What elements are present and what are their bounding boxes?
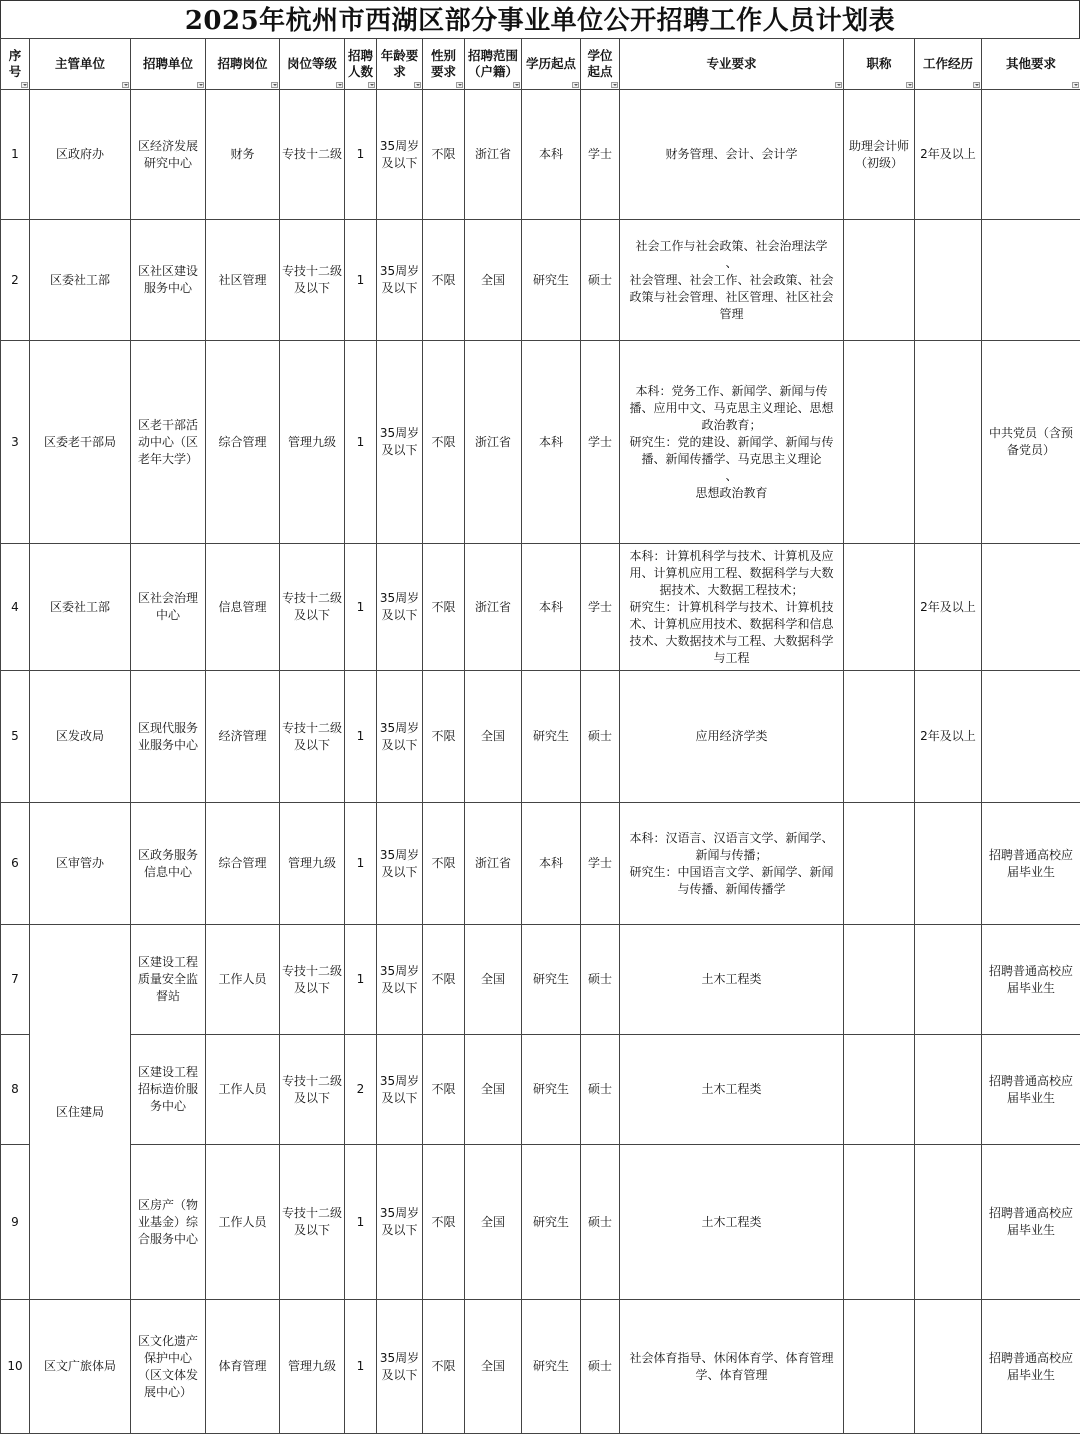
cell-level[interactable]: 管理九级 <box>280 341 345 544</box>
col-header-edu[interactable]: 学历起点 <box>522 39 581 90</box>
major-line: 思想政治教育 <box>695 485 768 500</box>
cell-exp[interactable] <box>915 1145 982 1300</box>
cell-unit[interactable]: 区老干部活动中心（区老年大学） <box>131 341 206 544</box>
cell-num[interactable]: 1 <box>345 341 377 544</box>
cell-gender[interactable]: 不限 <box>423 803 465 925</box>
cell-degree[interactable]: 学士 <box>581 544 620 671</box>
cell-other[interactable]: 招聘普通高校应届毕业生 <box>982 1145 1080 1300</box>
cell-edu[interactable]: 研究生 <box>522 220 581 341</box>
cell-gender[interactable]: 不限 <box>423 90 465 220</box>
cell-degree[interactable]: 学士 <box>581 341 620 544</box>
cell-exp[interactable] <box>915 1035 982 1145</box>
cell-num[interactable]: 2 <box>345 1035 377 1145</box>
cell-unit[interactable]: 区现代服务业服务中心 <box>131 671 206 803</box>
cell-title-req[interactable] <box>844 803 915 925</box>
filter-dropdown-icon[interactable] <box>271 82 278 88</box>
filter-dropdown-icon[interactable] <box>835 82 842 88</box>
cell-degree[interactable]: 硕士 <box>581 1035 620 1145</box>
cell-scope[interactable]: 全国 <box>465 1035 522 1145</box>
cell-num[interactable]: 1 <box>345 1300 377 1434</box>
cell-major[interactable] <box>620 90 844 220</box>
major-line: 社会体育指导、休闲体育学、体育管理学、体育管理 <box>629 1350 834 1382</box>
table-row <box>1 671 1080 803</box>
table-body <box>1 90 1080 1434</box>
cell-scope[interactable]: 全国 <box>465 220 522 341</box>
cell-age[interactable]: 35周岁及以下 <box>377 220 423 341</box>
cell-exp[interactable] <box>915 925 982 1035</box>
cell-num[interactable]: 1 <box>345 671 377 803</box>
cell-seq[interactable]: 2 <box>1 220 30 341</box>
cell-gender[interactable]: 不限 <box>423 925 465 1035</box>
cell-degree[interactable]: 硕士 <box>581 671 620 803</box>
cell-gender[interactable]: 不限 <box>423 341 465 544</box>
cell-gender[interactable]: 不限 <box>423 220 465 341</box>
cell-post[interactable]: 社区管理 <box>206 220 280 341</box>
cell-edu[interactable]: 研究生 <box>522 1035 581 1145</box>
cell-seq[interactable]: 6 <box>1 803 30 925</box>
cell-level[interactable]: 专技十二级 <box>280 90 345 220</box>
cell-level[interactable]: 专技十二级及以下 <box>280 671 345 803</box>
cell-exp[interactable]: 2年及以上 <box>915 671 982 803</box>
cell-dept[interactable]: 区发改局 <box>30 671 131 803</box>
cell-seq[interactable]: 8 <box>1 1035 30 1145</box>
cell-level[interactable]: 专技十二级及以下 <box>280 544 345 671</box>
cell-dept[interactable]: 区委社工部 <box>30 220 131 341</box>
cell-other[interactable]: 招聘普通高校应届毕业生 <box>982 803 1080 925</box>
cell-age[interactable]: 35周岁及以下 <box>377 1145 423 1300</box>
cell-gender[interactable]: 不限 <box>423 671 465 803</box>
cell-degree[interactable]: 硕士 <box>581 220 620 341</box>
cell-level[interactable]: 专技十二级及以下 <box>280 220 345 341</box>
major-line: 财务管理、会计、会计学 <box>665 147 798 161</box>
cell-exp[interactable] <box>915 1300 982 1434</box>
cell-num[interactable]: 1 <box>345 544 377 671</box>
cell-edu[interactable]: 研究生 <box>522 1300 581 1434</box>
cell-edu[interactable]: 本科 <box>522 341 581 544</box>
cell-post[interactable]: 综合管理 <box>206 803 280 925</box>
cell-seq[interactable]: 1 <box>1 90 30 220</box>
cell-level[interactable]: 专技十二级及以下 <box>280 925 345 1035</box>
filter-dropdown-icon[interactable] <box>973 82 980 88</box>
major-line: 本科：党务工作、新闻学、新闻与传播、应用中文、马克思主义理论、思想政治教育； <box>629 383 834 432</box>
col-header-degree[interactable]: 学位起点 <box>581 39 620 90</box>
major-line: 、 <box>725 468 738 483</box>
cell-major[interactable] <box>620 544 844 671</box>
major-line: 土木工程类 <box>701 1082 762 1096</box>
cell-level[interactable]: 专技十二级及以下 <box>280 1035 345 1145</box>
table-row <box>1 1145 1080 1300</box>
cell-age[interactable]: 35周岁及以下 <box>377 544 423 671</box>
col-header-dept[interactable]: 主管单位 <box>30 39 131 90</box>
cell-post[interactable]: 经济管理 <box>206 671 280 803</box>
cell-dept[interactable]: 区住建局 <box>30 925 131 1300</box>
cell-scope[interactable]: 全国 <box>465 1300 522 1434</box>
cell-seq[interactable]: 4 <box>1 544 30 671</box>
cell-num[interactable]: 1 <box>345 1145 377 1300</box>
filter-dropdown-icon[interactable] <box>197 82 204 88</box>
header-row <box>1 39 1080 90</box>
cell-unit[interactable]: 区建设工程质量安全监督站 <box>131 925 206 1035</box>
cell-scope[interactable]: 浙江省 <box>465 544 522 671</box>
cell-title-req[interactable] <box>844 544 915 671</box>
cell-scope[interactable]: 浙江省 <box>465 803 522 925</box>
filter-dropdown-icon[interactable] <box>906 82 913 88</box>
cell-title-req[interactable] <box>844 925 915 1035</box>
table-row <box>1 544 1080 671</box>
cell-edu[interactable]: 研究生 <box>522 925 581 1035</box>
cell-title-req[interactable] <box>844 220 915 341</box>
cell-age[interactable]: 35周岁及以下 <box>377 925 423 1035</box>
col-header-other[interactable]: 其他要求 <box>982 39 1080 90</box>
col-header-num[interactable]: 招聘人数 <box>345 39 377 90</box>
table-row <box>1 803 1080 925</box>
cell-major[interactable] <box>620 671 844 803</box>
filter-dropdown-icon[interactable] <box>414 82 421 88</box>
filter-dropdown-icon[interactable] <box>611 82 618 88</box>
cell-unit[interactable]: 区社会治理中心 <box>131 544 206 671</box>
major-line: 研究生：中国语言文学、新闻学、新闻与传播、新闻传播学 <box>629 864 834 896</box>
cell-unit[interactable]: 区房产（物业基金）综合服务中心 <box>131 1145 206 1300</box>
filter-dropdown-icon[interactable] <box>572 82 579 88</box>
recruitment-table <box>0 38 1080 1434</box>
cell-major[interactable] <box>620 1300 844 1434</box>
col-header-scope[interactable]: 招聘范围（户籍） <box>465 39 522 90</box>
col-header-gender[interactable]: 性别要求 <box>423 39 465 90</box>
cell-num[interactable]: 1 <box>345 803 377 925</box>
cell-post[interactable]: 信息管理 <box>206 544 280 671</box>
cell-other[interactable] <box>982 220 1080 341</box>
cell-title-req[interactable] <box>844 341 915 544</box>
cell-degree[interactable]: 硕士 <box>581 925 620 1035</box>
col-header-seq[interactable]: 序号 <box>1 39 30 90</box>
cell-gender[interactable]: 不限 <box>423 544 465 671</box>
cell-post[interactable]: 体育管理 <box>206 1300 280 1434</box>
cell-seq[interactable]: 9 <box>1 1145 30 1300</box>
table-row <box>1 1035 1080 1145</box>
cell-seq[interactable]: 7 <box>1 925 30 1035</box>
col-header-unit[interactable]: 招聘单位 <box>131 39 206 90</box>
cell-unit[interactable]: 区建设工程招标造价服务中心 <box>131 1035 206 1145</box>
col-header-post[interactable]: 招聘岗位 <box>206 39 280 90</box>
cell-dept[interactable]: 区文广旅体局 <box>30 1300 131 1434</box>
cell-level[interactable]: 专技十二级及以下 <box>280 1145 345 1300</box>
cell-num[interactable]: 1 <box>345 220 377 341</box>
major-line: 土木工程类 <box>701 1214 762 1229</box>
cell-age[interactable]: 35周岁及以下 <box>377 1300 423 1434</box>
table-row <box>1 925 1080 1035</box>
major-line: 应用经济学类 <box>695 729 768 743</box>
cell-title-req[interactable] <box>844 1145 915 1300</box>
cell-age[interactable]: 35周岁及以下 <box>377 341 423 544</box>
cell-post[interactable]: 综合管理 <box>206 341 280 544</box>
filter-dropdown-icon[interactable] <box>456 82 463 88</box>
major-line: 社会工作与社会政策、社会治理法学 <box>635 238 828 253</box>
cell-seq[interactable]: 10 <box>1 1300 30 1434</box>
filter-dropdown-icon[interactable] <box>122 82 129 88</box>
cell-other[interactable]: 招聘普通高校应届毕业生 <box>982 1300 1080 1434</box>
cell-exp[interactable] <box>915 341 982 544</box>
cell-edu[interactable]: 本科 <box>522 90 581 220</box>
cell-scope[interactable]: 浙江省 <box>465 341 522 544</box>
table-row <box>1 1300 1080 1434</box>
cell-unit[interactable]: 区政务服务信息中心 <box>131 803 206 925</box>
major-line: 本科：计算机科学与技术、计算机及应用、计算机应用工程、数据科学与大数据技术、大数据工程技术； <box>629 548 834 597</box>
cell-other[interactable] <box>982 544 1080 671</box>
col-header-exp[interactable]: 工作经历 <box>915 39 982 90</box>
cell-other[interactable]: 招聘普通高校应届毕业生 <box>982 1035 1080 1145</box>
cell-edu[interactable]: 研究生 <box>522 1145 581 1300</box>
cell-seq[interactable]: 5 <box>1 671 30 803</box>
cell-unit[interactable]: 区社区建设服务中心 <box>131 220 206 341</box>
cell-dept[interactable]: 区委社工部 <box>30 544 131 671</box>
cell-major[interactable] <box>620 1145 844 1300</box>
cell-degree[interactable]: 硕士 <box>581 1145 620 1300</box>
cell-degree[interactable]: 学士 <box>581 90 620 220</box>
cell-scope[interactable]: 全国 <box>465 925 522 1035</box>
page-title: 2025年杭州市西湖区部分事业单位公开招聘工作人员计划表 <box>0 0 1080 38</box>
cell-dept[interactable]: 区政府办 <box>30 90 131 220</box>
filter-dropdown-icon[interactable] <box>368 82 375 88</box>
col-header-level[interactable]: 岗位等级 <box>280 39 345 90</box>
cell-num[interactable]: 1 <box>345 925 377 1035</box>
cell-dept[interactable]: 区委老干部局 <box>30 341 131 544</box>
cell-title-req[interactable] <box>844 1300 915 1434</box>
cell-age[interactable]: 35周岁及以下 <box>377 671 423 803</box>
major-line: 、 <box>725 255 738 270</box>
major-line: 土木工程类 <box>701 972 762 986</box>
cell-num[interactable]: 1 <box>345 90 377 220</box>
cell-gender[interactable]: 不限 <box>423 1035 465 1145</box>
filter-dropdown-icon[interactable] <box>21 82 28 88</box>
filter-dropdown-icon[interactable] <box>1072 82 1079 88</box>
cell-edu[interactable]: 本科 <box>522 803 581 925</box>
cell-exp[interactable]: 2年及以上 <box>915 544 982 671</box>
cell-major[interactable] <box>620 1035 844 1145</box>
cell-exp[interactable] <box>915 803 982 925</box>
cell-level[interactable]: 管理九级 <box>280 1300 345 1434</box>
cell-major[interactable] <box>620 341 844 544</box>
cell-edu[interactable]: 本科 <box>522 544 581 671</box>
table-row <box>1 220 1080 341</box>
col-header-title[interactable]: 职称 <box>844 39 915 90</box>
filter-dropdown-icon[interactable] <box>513 82 520 88</box>
col-header-age[interactable]: 年龄要求 <box>377 39 423 90</box>
cell-post[interactable]: 工作人员 <box>206 925 280 1035</box>
major-line: 本科：汉语言、汉语言文学、新闻学、新闻与传播； <box>629 830 834 862</box>
cell-edu[interactable]: 研究生 <box>522 671 581 803</box>
cell-scope[interactable]: 全国 <box>465 671 522 803</box>
cell-age[interactable]: 35周岁及以下 <box>377 803 423 925</box>
cell-unit[interactable]: 区文化遗产保护中心（区文体发展中心） <box>131 1300 206 1434</box>
cell-other[interactable]: 中共党员（含预备党员） <box>982 341 1080 544</box>
cell-degree[interactable]: 硕士 <box>581 1300 620 1434</box>
major-line: 研究生：计算机科学与技术、计算机技术、计算机应用技术、数据科学和信息技术、大数据技术与工程、大数据科学与工程 <box>629 599 834 665</box>
cell-gender[interactable]: 不限 <box>423 1145 465 1300</box>
cell-degree[interactable]: 学士 <box>581 803 620 925</box>
cell-major[interactable] <box>620 220 844 341</box>
col-header-major[interactable]: 专业要求 <box>620 39 844 90</box>
cell-post[interactable]: 财务 <box>206 90 280 220</box>
cell-unit[interactable]: 区经济发展研究中心 <box>131 90 206 220</box>
cell-other[interactable]: 招聘普通高校应届毕业生 <box>982 925 1080 1035</box>
cell-level[interactable]: 管理九级 <box>280 803 345 925</box>
major-line: 社会管理、社会工作、社会政策、社会政策与社会管理、社区管理、社区社会管理 <box>629 272 834 321</box>
cell-gender[interactable]: 不限 <box>423 1300 465 1434</box>
cell-title-req[interactable] <box>844 1035 915 1145</box>
cell-major[interactable] <box>620 803 844 925</box>
cell-exp[interactable] <box>915 220 982 341</box>
cell-title-req[interactable] <box>844 671 915 803</box>
table-row <box>1 90 1080 220</box>
cell-exp[interactable]: 2年及以上 <box>915 90 982 220</box>
cell-title-req[interactable]: 助理会计师（初级） <box>844 90 915 220</box>
cell-scope[interactable]: 浙江省 <box>465 90 522 220</box>
cell-dept[interactable]: 区审管办 <box>30 803 131 925</box>
cell-other[interactable] <box>982 671 1080 803</box>
cell-scope[interactable]: 全国 <box>465 1145 522 1300</box>
cell-seq[interactable]: 3 <box>1 341 30 544</box>
cell-post[interactable]: 工作人员 <box>206 1145 280 1300</box>
cell-age[interactable]: 35周岁及以下 <box>377 1035 423 1145</box>
cell-major[interactable] <box>620 925 844 1035</box>
cell-post[interactable]: 工作人员 <box>206 1035 280 1145</box>
table-row <box>1 341 1080 544</box>
cell-age[interactable]: 35周岁及以下 <box>377 90 423 220</box>
filter-dropdown-icon[interactable] <box>336 82 343 88</box>
major-line: 研究生：党的建设、新闻学、新闻与传播、新闻传播学、马克思主义理论 <box>629 434 834 466</box>
cell-other[interactable] <box>982 90 1080 220</box>
